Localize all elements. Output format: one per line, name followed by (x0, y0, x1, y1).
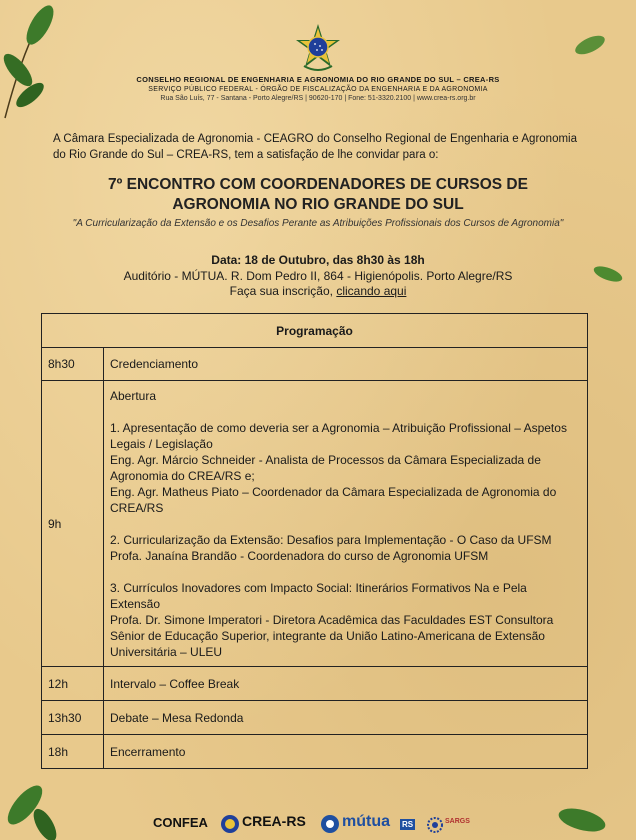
row-activity (104, 381, 588, 667)
activity-line: Universitária – ULEU (110, 644, 223, 659)
event-details (53, 253, 583, 300)
mutua-rs-badge: RS (402, 820, 414, 829)
leaf-icon (0, 780, 70, 840)
activity-line: Abertura (110, 388, 157, 403)
activity-line: 2. Curricularização da Extensão: Desafios para Implementação - O Caso da UFSM (110, 532, 552, 547)
brazil-coat-of-arms-icon (292, 22, 344, 74)
activity-line: Profa. Janaína Brandão - Coordenadora do curso de Agronomia UFSM (110, 548, 489, 563)
event-title-line: AGRONOMIA NO RIO GRANDE DO SUL (172, 196, 464, 213)
program-table (41, 313, 588, 769)
activity-line: 3. Currículos Inovadores com Impacto Social: Itinerários Formativos Na e Pela (110, 580, 527, 595)
activity-line (110, 404, 581, 420)
activity-line: Profa. Dr. Simone Imperatori - Diretora Acadêmica das Faculdades EST Consultora (110, 612, 554, 627)
org-address: Rua São Luís, 77 - Santana - Porto Alegre/RS | 90620-170 | Fone: 51-3320.2100 | www.crea-rs.org.br (160, 95, 476, 102)
letterhead (0, 22, 636, 102)
event-date: Data: 18 de Outubro, das 8h30 às 18h (211, 253, 425, 267)
row-time: 13h30 (42, 701, 104, 735)
activity-line (110, 516, 581, 532)
sargs-logo: SARGS (445, 818, 470, 825)
confea-logo: CONFEA (153, 815, 208, 830)
activity-line: CREA/RS (110, 500, 164, 515)
org-name: CONSELHO REGIONAL DE ENGENHARIA E AGRONOMIA DO RIO GRANDE DO SUL – CREA-RS (136, 75, 500, 84)
event-venue: Auditório - MÚTUA. R. Dom Pedro II, 864 - Higienópolis. Porto Alegre/RS (123, 268, 513, 283)
program-header: Programação (42, 314, 588, 348)
event-title (53, 175, 583, 215)
table-row (42, 348, 588, 381)
activity-line: Extensão (110, 596, 161, 611)
mutua-symbol-icon (320, 814, 340, 834)
table-row (42, 735, 588, 769)
sponsor-logos (150, 812, 500, 838)
row-time: 9h (42, 381, 104, 667)
event-subtitle: "A Curricularização da Extensão e os Desafios Perante as Atribuições Profissionais dos Cursos de Agronomia" (72, 218, 564, 229)
signup-prefix: Faça sua inscrição, (229, 284, 337, 298)
intro-paragraph: A Câmara Especializada de Agronomia - CEAGRO do Conselho Regional de Engenharia e Agronomia do Rio Grande do Sul – CREA-RS, tem a satisfação de lhe convidar para o: (53, 133, 577, 161)
table-row (42, 381, 588, 667)
activity-line: Sênior de Educação Superior, integrante da União Latino-Americana de Extensão (110, 628, 545, 643)
table-row (42, 667, 588, 701)
row-time: 18h (42, 735, 104, 769)
row-activity: Credenciamento (104, 348, 588, 381)
crea-rs-logo: CREA-RS (242, 813, 306, 829)
event-title-line: 7º ENCONTRO COM COORDENADORES DE CURSOS DE (108, 176, 528, 193)
org-subtitle: SERVIÇO PÚBLICO FEDERAL - ÓRGÃO DE FISCALIZAÇÃO DA ENGENHARIA E DA AGRONOMIA (148, 86, 488, 93)
row-time: 12h (42, 667, 104, 701)
row-time: 8h30 (42, 348, 104, 381)
leaf-icon (552, 800, 612, 840)
sargs-gear-icon (427, 817, 443, 833)
row-activity: Debate – Mesa Redonda (104, 701, 588, 735)
crea-seal-icon (220, 814, 240, 834)
signup-line (53, 284, 583, 300)
mutua-logo: mútua (342, 813, 390, 830)
signup-link[interactable]: clicando aqui (336, 284, 407, 298)
activity-line: 1. Apresentação de como deveria ser a Agronomia – Atribuição Profissional – Aspetos (110, 420, 567, 435)
leaf-icon (590, 262, 626, 286)
activity-line (110, 564, 581, 580)
activity-line: Eng. Agr. Matheus Piato – Coordenador da Câmara Especializada de Agronomia do (110, 484, 557, 499)
activity-line: Agronomia do CREA/RS e; (110, 468, 255, 483)
table-row (42, 701, 588, 735)
activity-line: Eng. Agr. Márcio Schneider - Analista de Processos da Câmara Especializada de (110, 452, 541, 467)
row-activity: Encerramento (104, 735, 588, 769)
activity-line: Legais / Legislação (110, 436, 213, 451)
row-activity: Intervalo – Coffee Break (104, 667, 588, 701)
